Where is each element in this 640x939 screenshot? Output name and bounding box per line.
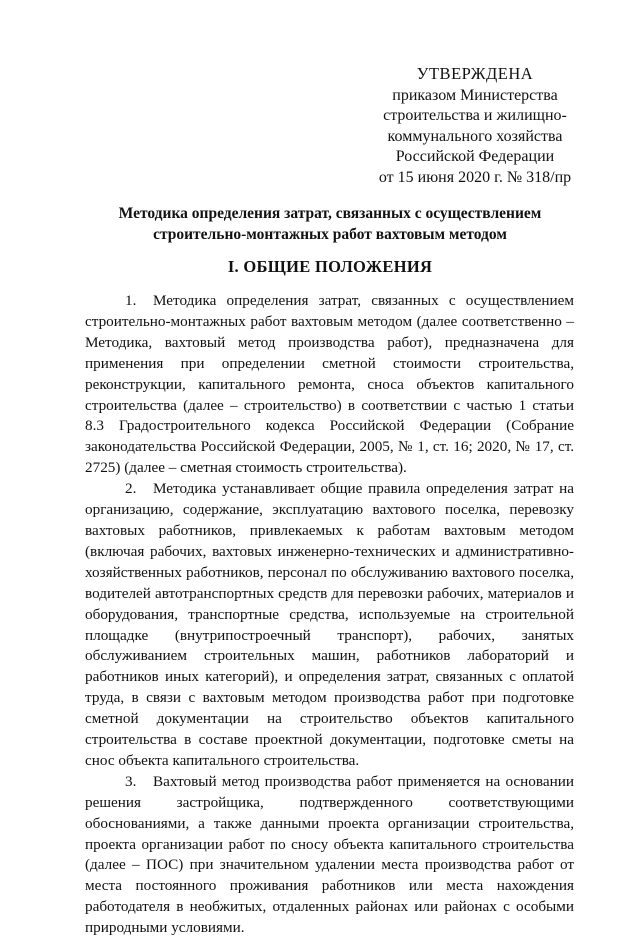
paragraph-number: 2. (125, 480, 137, 498)
section-heading: I. ОБЩИЕ ПОЛОЖЕНИЯ (227, 257, 433, 276)
paragraph-text: Вахтовый метод производства работ применяется на основании решения застройщика, подтвержденного соответствующими обоснованиями, а также данными проекта организации строительства, проекта организации работ по сносу объекта капитального строительства (далее – ПОС) при значительном удалении места производства работ от места постоянного проживания работников или места нахождения работодателя в необжитых, отдаленных районах или районах с особыми природными условиями. (85, 772, 574, 937)
paragraph-2 (85, 479, 574, 772)
approval-line: Российской Федерации (395, 148, 555, 165)
paragraph-number: 1. (125, 292, 137, 309)
approval-line: коммунального хозяйства (387, 127, 563, 145)
document-title (80, 204, 580, 245)
paragraph-text: Методика устанавливает общие правила определения затрат на организацию, содержание, эксплуатацию вахтового поселка, перевозку вахтовых работников, привлекаемых к работам вахтовым методом (включая рабочих, вахтовых инженерно-технических и административно-хозяйственных работников, персонал по обслуживанию вахтового поселка, водителей автотранспортных средств для перевозки рабочих, материалов и оборудования, транспортные средства, используемые на строительной площадке (внутрипостроечный транспорт), рабочих, занятых обслуживанием строительных машин, работников лабораторий и работников иных категорий), и определения затрат, связанных с оплатой труда, в связи с вахтовым методом производства работ при подготовке сметной документации на строительство объектов капитального строительства в составе проектной документации, подготовке сметы на снос объекта капитального строительства. (85, 480, 574, 769)
approval-block (355, 64, 595, 188)
approval-heading: УТВЕРЖДЕНА (416, 64, 534, 83)
paragraph-number: 3. (125, 772, 137, 790)
paragraph-1 (85, 291, 574, 479)
document-title-line: строительно-монтажных работ вахтовым методом (153, 225, 507, 243)
approval-line: строительства и жилищно- (383, 107, 567, 124)
document-title-line: Методика определения затрат, связанных с осуществлением (118, 205, 542, 222)
paragraph-text: Методика определения затрат, связанных с осуществлением строительно-монтажных работ вахтовым методом (далее соответственно – Методика, вахтовый метод производства работ), предназначена для применения при определении сметной стоимости строительства, реконструкции, капитального ремонта, сноса объектов капитального строительства (далее – строительство) в соответствии с частью 1 статьи 8.3 Градостроительного кодекса Российской Федерации (Собрание законодательства Российской Федерации, 2005, № 1, ст. 16; 2020, № 17, ст. 2725) (далее – сметная стоимость строительства). (85, 292, 574, 477)
approval-line: приказом Министерства (392, 86, 558, 104)
document-body (85, 291, 574, 939)
approval-line: от 15 июня 2020 г. № 318/пр (378, 168, 572, 186)
paragraph-3 (85, 772, 574, 939)
